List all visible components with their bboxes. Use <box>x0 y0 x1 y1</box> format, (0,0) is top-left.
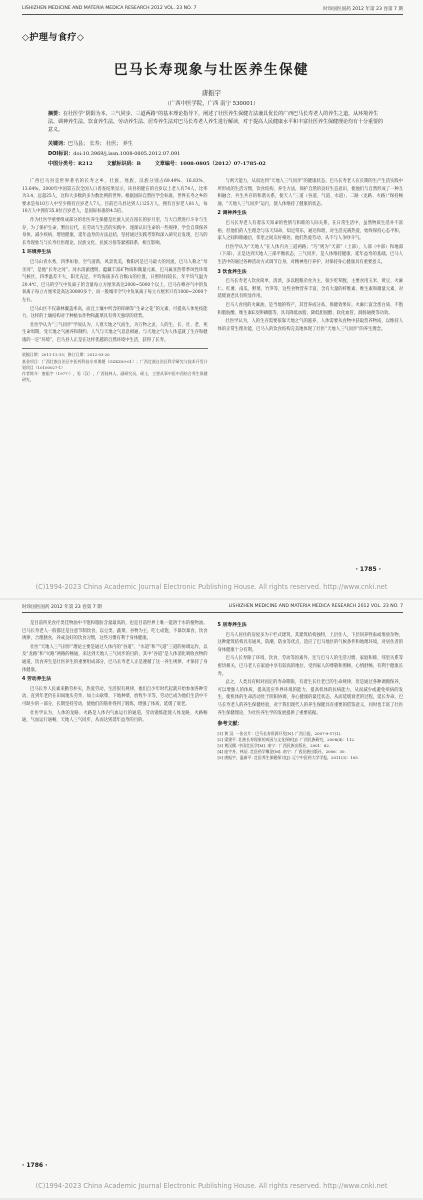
journal-page-1785 <box>0 0 423 598</box>
paragraph: 壮医学认为“三气同步”学说认为，人禀天地之气而生，为万物之灵，人的生、长、壮、老、死生命周期，受天地之气涵养和制约，人气与天地之气息息相通，与天地之气为人体造就了生存和健康的一定“环境”，巴马县人正是在这样优越的自然环境中生活，获得了长寿。 <box>22 322 208 343</box>
section-heading: 5 居寿养生法 <box>217 623 247 628</box>
header-left: 时珍国医国药 2012 年第 23 卷第 7 期 <box>22 605 102 610</box>
doc-code-value: B <box>136 161 141 167</box>
page-number: · 1786 · <box>22 1162 48 1169</box>
copyright-watermark: (C)1994-2023 China Academic Journal Electronic Publishing House. All rights reserved. http://www.cnki.net <box>35 1182 388 1190</box>
paragraph: 巴马山区不仅森林覆盖率高，而且土壤中所含的锌硒等“生命之花”的元素，可提高人体免疫能力，这样的土壤结构对于种植农作物和蔬菜具有得天独厚的优势。 <box>22 306 208 320</box>
reference-item: [4] 庞宇舟，林辰. 壮医药学概论[M]. 南宁：广西民族出版社，2006：30. <box>217 748 346 754</box>
paragraph: 巴马山青水秀，四季如春，空气清新，风景优美，衡阳河是巴马最大的河流，巴马人称之“母亲河”，是他“长寿之河”。河水清澈透明，蕴藏丰富矿物质和微量元素，巴马属亚热带季风性环境气候区，四季温差不大，阳光充足，平均海拔多在百级山的位置，日照时间较长，年平均气温为20.4℃，巴马的空气中负离子的含量每立方厘米高达2000~5000个以上，巴马在峰谷气中的负氧离子每立方厘米竟高达30000多个，而一般城市空气中负氧离子每立方厘米只有1000~2000个左右。 <box>22 259 208 303</box>
keywords <box>48 140 383 148</box>
journal-page-1786 <box>0 600 423 1198</box>
abstract-label: 摘要： <box>48 111 64 117</box>
author-affiliation: （广西中医学院，广西 南宁 530001） <box>164 101 259 107</box>
body-column-right <box>218 178 404 568</box>
body-column-left <box>22 178 208 568</box>
clc-value: R212 <box>78 161 93 167</box>
section-heading: 2 调神养生法 <box>217 211 247 217</box>
body-columns <box>22 620 403 1160</box>
references <box>218 721 404 761</box>
paragraph: 壮医学认为，人的生存需要依靠天地之气的滋养，人体需要从食物中获取营养物质，以维持人体的正常生理功能，巴马人的饮食结构完美地体现了壮医“天地人三气同步”的养生理念。 <box>217 319 403 332</box>
running-header <box>22 604 403 613</box>
classification-line <box>48 160 383 168</box>
section-heading: 3 饮食养生法 <box>217 269 247 275</box>
paragraph: 巴马人食用的火麻油，是当地的特产，其营养成分高、保健效果好。火麻仁富含蛋白质、不饱和脂肪酸、维生素E及卵磷脂等，具有降低血脂、降低胆固醇、软化血管、润肠通便等功效。 <box>217 302 403 316</box>
doi-line <box>48 150 383 158</box>
page-number: · 1785 · <box>355 566 381 573</box>
paragraph: 壮医学认为，人体的龙路、火路是人体内气血运行的通道，劳动锻炼能使人体龙路、火路畅通，气血运行通畅，天地人三气同步，从而达到延年益寿的目的。 <box>22 710 208 724</box>
paragraph: 巴马长寿老人饮食简单、清淡，多以粗粮杂食为主，很少吃荤腥，主要食用玉米、黄豆、火麻仁、红薯、南瓜、野菜、竹笋等，这些食物营养丰富，含有大量的纤维素、维生素和微量元素，对延缓衰老具有明显作用。 <box>217 279 403 300</box>
reference-item: [2] 梁建平. 壮族长寿现象的成因与文化探析[J]. 广西民族研究，2008(4)：112. <box>217 736 356 742</box>
running-header <box>22 6 403 15</box>
paragraph: 巴马长寿老人有着乐天知命的性情与和睦的人际关系，在日常生活中，虽然物质生活并不富裕，但他们的人生理念与乐天知命，知足常乐，通达和谐，对生活充满热爱，始终保持心态平和，家人之间和睦融洽，邻里之间友好相处，他们热爱劳动，从不与人争吵斗气。 <box>217 220 403 242</box>
header-right: 时珍国医国药 2012 年第 23 卷第 7 期 <box>323 7 403 12</box>
abstract-text: 在壮医学“阴阳为本、三气同步、三道两路”的基本理论指导下，阐述了壮医养生保健方法兼具优长的广西巴马长寿老人的养生之道，从环境养生法、调神养生法、饮食养生法、劳动养生法、居寿养生法对巴马长寿老人养生进行解读，对于提高人民健康水平和丰富壮医养生保健理论均有十分重要的意义。 <box>48 111 384 133</box>
paragraph: 与则天能力，从而达到“天地人三气同步”的健康状态。巴马长寿老人在长期的生产生活实践中所形成的生活习惯，饮食结构、养生方法，保护自然的良好生态意识，使他们与自然形成了一种互相融合、共生共存的和谐关系，使天人“三道（谷道、气道、水道）、二路（龙路、火路）”保持畅通，“天地人三气同步”运行，使人体维持了健康的状态。 <box>217 179 403 207</box>
paragraph: 广西巴马县是世界著名的长寿之乡，壮族、瑶族、汉族分别占69.49%、16.83%、13.64%。2000年中国第五次全国人口普查结果显示，该县的健在的百岁以上老人有74人，比率为3.4，远超25人，这和大多数的多为数比例的世界。根据国际自然医学会标准，世界长寿之乡的要求是每10万人中至少拥有百岁老人7人，目前巴马县达到人口25万人，拥有百岁老人81人，每10万人中拥有35.8位百岁老人，是国际标准的4.5倍。 <box>22 179 208 215</box>
body-column-right-text <box>218 622 404 717</box>
doi-text: doi:10.3969/j.issn.1008-0805.2012.07.091 <box>73 151 181 157</box>
copyright-watermark: (C)1994-2023 China Academic Journal Electronic Publishing House. All rights reserved. http://www.cnki.net <box>35 583 388 591</box>
keywords-label: 关键词： <box>48 141 69 147</box>
references-list <box>218 731 404 761</box>
paragraph: 巴马人居住的房屋多为干栏式建筑，其建筑结构独特，上层住人，下层饲养牲畜或堆放杂物，这种建筑结构具有通风、防潮、防虫等优点，适应了巴马地区的气候条件和地理环境，对居住者的身体健康十分有利。 <box>217 632 403 653</box>
abstract <box>48 110 383 134</box>
article-no-label: 文章编号： <box>154 161 180 167</box>
header-left: LISHIZHEN MEDICINE AND MATERIA MEDICA RESEARCH 2012 VOL. 23 NO. 7 <box>22 6 197 11</box>
paragraph: 作为壮医学重要组成部分的壮医养生保健是壮族人民在漫长的岁月里，与大自然进行斗争与生存，为了保护生命，繁衍后代，在劳动与生活的实践中，逐渐认识生命的一些规律，学会自我保养身体，减少疾病，增进健康，延年益寿的方法总结，坚持通过实践考察和深入研究后发现，巴马的长寿现象与与长寿壮医理论，民族文化、民族习俗等紧密联系，相互影响。 <box>22 217 208 246</box>
paragraph: 是目前所见食疗类佳物油中不饱和脂肪含量最高的，也是目前世界上唯一能溶于水的植物油。巴马长寿老人一般都还是注意节制饮食，以豆类、蔬菜、谷物为主，吃七成饱，不暴饮暴食，饮食规律，合理膳食，养成良好的饮食习惯，这些习惯有利于身体健康。 <box>22 621 208 642</box>
footnote: 收稿日期：2011-12-15；修订日期：2012-03-20 基金项目：广西壮族自治区中医药科技专项课题（GZKZ09-01）；广西壮族自治区科学研究与技术开发计划项目（10100027-1） 作者简介：唐振宇（1977-），男（汉），广西桂林人，副研究员，硕士，主要从事中医中西结合养生保健研究。 <box>22 348 208 383</box>
reference-item: [5] 唐振宇，温新平. 壮医养生保健探讨[J]. 辽宁中医药大学学报，2011(3)：105. <box>217 754 360 760</box>
reference-item: [1] 黄 汉. 一张名片：巴马长寿资源开发[N]. 广西日报，2007-9-17(1). <box>217 730 342 736</box>
references-title: 参考文献： <box>217 721 243 728</box>
paragraph: 壮医“天地人三气同步”理论主要是通过人体内的“谷道”、“水道”和“气道”三道的协调运作，以及“龙路”和“火路”两路的畅通，来达到天地人三气同步的目的，其中“谷道”是人体消化吸收食物的通道，饮食养生是壮医养生的重要组成部分，巴马长寿老人正是遵循了这一养生规律，才保持了身体健康。 <box>22 644 208 673</box>
body-columns <box>22 178 403 568</box>
section-heading: 4 劳动养生法 <box>22 677 51 683</box>
section-label: ◇护理与食疗◇ <box>22 33 85 43</box>
paragraph: 巴马长寿人民素来勤劳朴实，热爱劳动，生活很有规律，他们自少年时代起就开始参加各种劳动，直到年老仍在田间地头劳作，如上山砍柴、下地种菜、放牧牛羊等，劳动已成为他们生活中不可缺少的一部分，长期坚持劳动，使他们的筋骨得到了锻炼，增强了体质，延缓了衰老。 <box>22 686 208 707</box>
article-no-value: 1008-0805（2012）07-1785-02 <box>179 161 266 167</box>
clc-label: 中图分类号： <box>48 161 79 167</box>
keywords-text: 巴马县； 长寿； 壮医； 养生 <box>68 141 133 147</box>
header-right: LISHIZHEN MEDICINE AND MATERIA MEDICA RESEARCH 2012 VOL. 23 NO. 7 <box>228 604 403 609</box>
doc-code-label: 文献标识码： <box>106 161 137 167</box>
paragraph: 总之，人类具有相对固定的寿命期限，有着生长壮老已的生命规律，但是通过各种调摄保养，可以增强人的体质，提高适应外界环境的能力，提高机体的抗病能力，从而减少或避免疾病的发生，使机体的生命活动处于阴阳协调、身心健康的最佳状态，从而延缓衰老的过程，延长寿命。巴马长寿老人的养生保健经验，对于我们现代人的养生保健具有重要的借鉴意义，同时也丰富了壮医养生保健理论，为壮医养生学的发展提供了重要依据。 <box>217 680 403 716</box>
body-column-left <box>22 620 208 1160</box>
paragraph: 巴马人长寿除了环境、饮食、劳动等因素外，还与巴马人的生活习惯、家庭和睦、邻里关系等密切相关，巴马老人在家庭中享有较高的地位，受到家人的尊敬和照顾，心情舒畅，有利于健康长寿。 <box>217 656 403 677</box>
reference-item: [3] 黄汉儒. 中国壮医学[M]. 南宁：广西民族出版社，2001：82. <box>217 742 331 748</box>
paragraph: 壮医学认为“天地人”在人体内为三道两路；“巧”则为“天部”（上部），人部（中部）和地部（下部），正是达到天地人三部平衡状态，三气同步，是人体维持健康、延年益寿的基础。巴马人生活中的通过各种活动方式调节自身，对精神进行养护，对保持身心健康具有重要意义。 <box>217 244 403 265</box>
author-name: 唐振宇 <box>201 89 222 97</box>
section-heading: 1 环境养生法 <box>22 250 51 256</box>
body-column-right <box>218 620 404 1160</box>
article-title: 巴马长寿现象与壮医养生保健 <box>114 62 309 78</box>
doi-label: DOI标识： <box>48 151 74 157</box>
